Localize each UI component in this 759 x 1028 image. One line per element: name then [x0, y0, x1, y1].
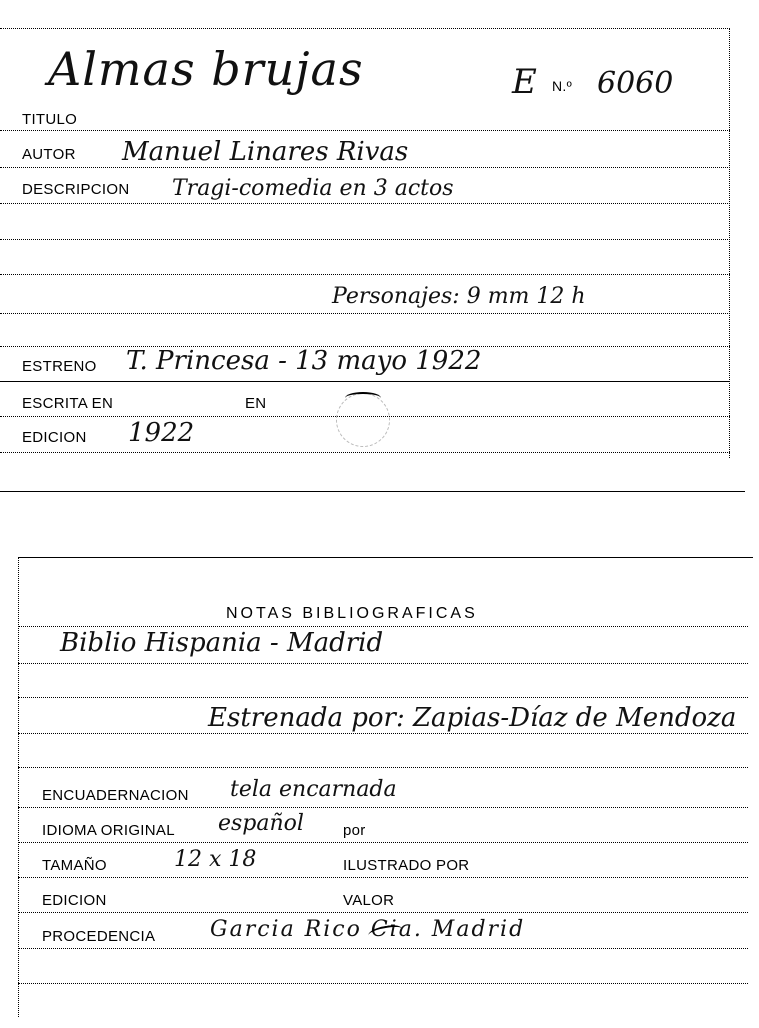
title-value: Almas brujas	[48, 42, 364, 96]
tamano-value: 12 x 18	[174, 847, 257, 872]
idioma-label: IDIOMA ORIGINAL	[42, 822, 175, 839]
rule	[0, 274, 730, 275]
edicion-label: EDICION	[22, 429, 87, 446]
procedencia-label: PROCEDENCIA	[42, 928, 156, 945]
personajes-value: Personajes: 9 mm 12 h	[332, 284, 586, 309]
encuadernacion-label: ENCUADERNACION	[42, 787, 189, 804]
rule	[18, 663, 748, 664]
edicion-value: 1922	[128, 418, 195, 448]
note-line-2: Estrenada por: Zapias-Díaz de Mendoza	[208, 703, 737, 733]
rule	[18, 983, 748, 984]
catalog-number-label: N.º	[552, 78, 573, 94]
catalog-number: 6060	[597, 66, 674, 101]
descripcion-label: DESCRIPCION	[22, 181, 130, 198]
rule	[18, 807, 748, 808]
rule	[18, 912, 748, 913]
rule	[0, 452, 730, 453]
rule	[0, 130, 730, 131]
ilustrado-label: ILUSTRADO POR	[343, 857, 470, 874]
catalog-prefix: E	[512, 62, 537, 102]
notas-heading: NOTAS BIBLIOGRAFICAS	[226, 605, 478, 622]
encuadernacion-value: tela encarnada	[230, 777, 397, 802]
autor-value: Manuel Linares Rivas	[122, 137, 409, 167]
rule	[18, 733, 748, 734]
note-line-1: Biblio Hispania - Madrid	[60, 628, 384, 658]
titulo-label: TITULO	[22, 111, 78, 128]
rule	[0, 381, 730, 382]
descripcion-value: Tragi-comedia en 3 actos	[172, 176, 454, 201]
procedencia-value: Garcia Rico Cia. Madrid	[210, 917, 526, 942]
card-right-edge	[729, 28, 730, 458]
stamp-mark	[345, 392, 381, 404]
en-label: EN	[245, 395, 267, 412]
escrita-en-label: ESCRITA EN	[22, 395, 114, 412]
catalog-card-top	[0, 0, 759, 495]
edicion-label-bottom: EDICION	[42, 892, 107, 909]
estreno-label: ESTRENO	[22, 358, 97, 375]
rule	[18, 948, 748, 949]
rule	[0, 203, 730, 204]
por-label: por	[343, 822, 366, 839]
rule	[0, 239, 730, 240]
rule	[18, 877, 748, 878]
rule	[18, 842, 748, 843]
rule	[0, 313, 730, 314]
valor-label: VALOR	[343, 892, 395, 909]
card-divider	[0, 491, 745, 492]
card-top-edge	[18, 557, 753, 558]
card-top-edge	[0, 28, 730, 29]
estreno-value: T. Princesa - 13 mayo 1922	[126, 346, 482, 376]
autor-label: AUTOR	[22, 146, 76, 163]
catalog-card-bottom	[0, 545, 759, 1028]
idioma-value: español	[218, 811, 304, 836]
tamano-label: TAMAÑO	[42, 857, 107, 874]
rule	[18, 767, 748, 768]
rule	[18, 697, 748, 698]
rule	[0, 167, 730, 168]
rule	[18, 626, 748, 627]
